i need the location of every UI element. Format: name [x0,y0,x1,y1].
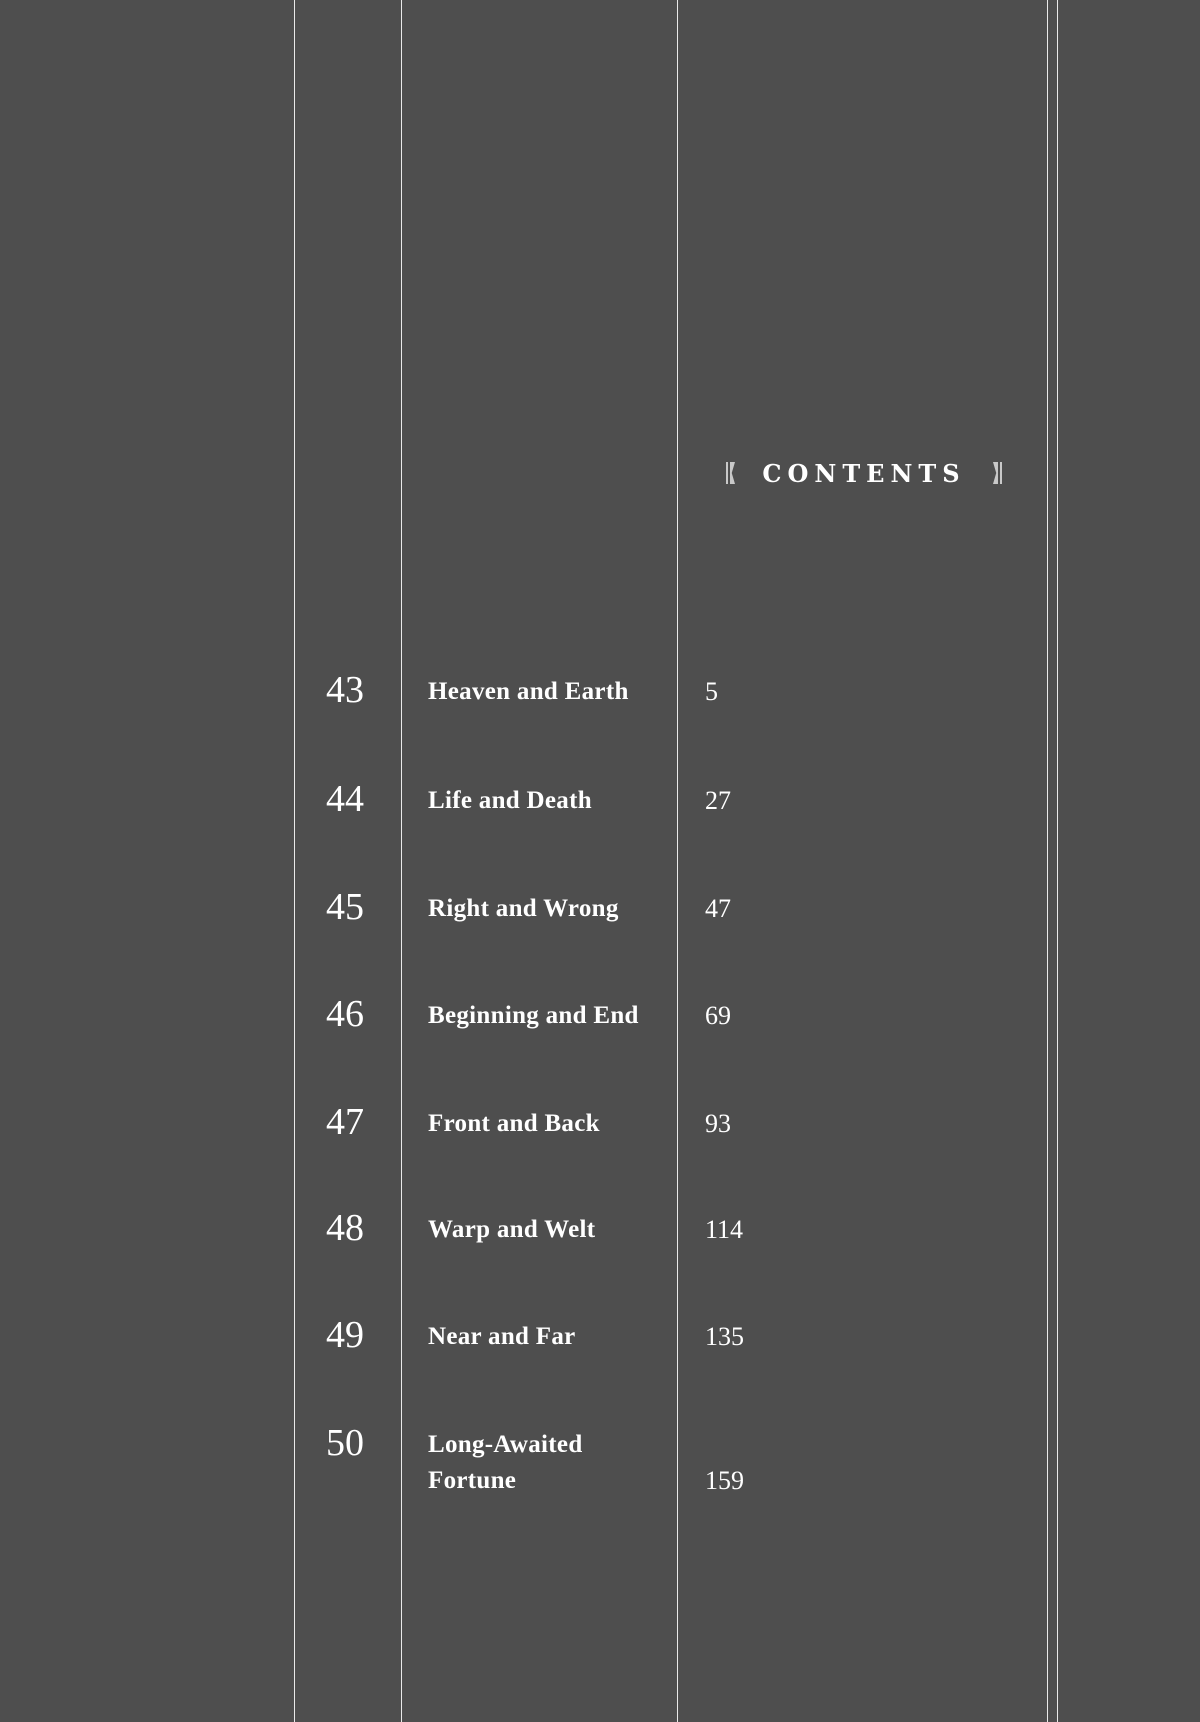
page-number: 93 [705,1109,731,1138]
toc-entry[interactable] [0,1313,1200,1393]
page-number: 69 [705,1001,731,1030]
contents-title: CONTENTS [762,458,966,488]
toc-entry[interactable] [0,1100,1200,1180]
chapter-number: 49 [326,1314,364,1356]
chapter-number: 47 [326,1101,364,1143]
chapter-title: Long-Awaited Fortune [428,1431,583,1494]
chapter-title: Front and Back [428,1110,600,1137]
chapter-number: 46 [326,993,364,1035]
toc-entry[interactable] [0,668,1200,748]
toc-entry[interactable] [0,777,1200,857]
page-number: 159 [705,1466,744,1495]
chapter-number: 45 [326,886,364,928]
chapter-title: Warp and Welt [428,1216,596,1243]
page-number: 47 [705,894,731,923]
chapter-number: 50 [326,1422,364,1464]
page-number: 27 [705,786,731,815]
toc-entry[interactable] [0,885,1200,965]
page-number: 135 [705,1322,744,1351]
chapter-title: Near and Far [428,1323,576,1350]
chapter-title: Right and Wrong [428,895,619,922]
chapter-title: Life and Death [428,787,592,814]
page-number: 5 [705,677,718,706]
chapter-number: 44 [326,778,364,820]
chapter-title: Heaven and Earth [428,678,629,705]
toc-entry[interactable] [0,992,1200,1072]
chapter-title: Beginning and End [428,1002,639,1029]
toc-entry[interactable] [0,1206,1200,1286]
chapter-number: 43 [326,669,364,711]
page-number: 114 [705,1215,744,1244]
chapter-number: 48 [326,1207,364,1249]
toc-entry[interactable] [0,1421,1200,1561]
